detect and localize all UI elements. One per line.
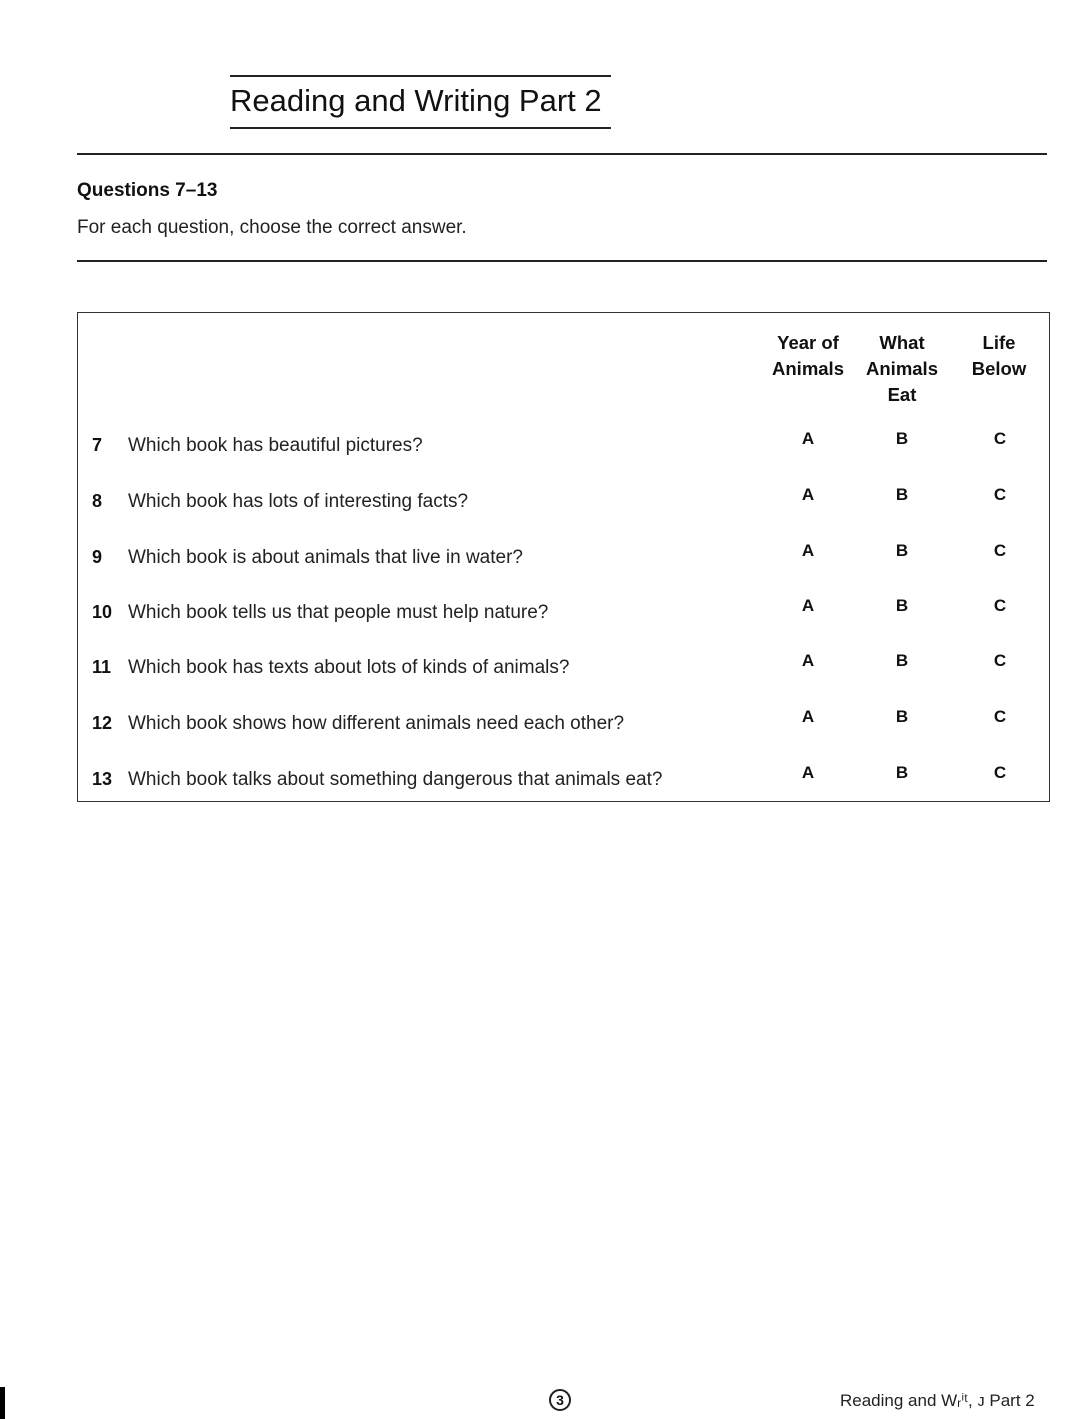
instruction-text: For each question, choose the correct answer.	[77, 217, 467, 238]
question-number: 8	[92, 491, 103, 511]
option-a[interactable]: A	[801, 707, 815, 726]
scan-edge-mark	[0, 1387, 5, 1419]
option-c[interactable]: C	[993, 541, 1007, 560]
option-a[interactable]: A	[801, 485, 815, 504]
page-title: Reading and Writing Part 2	[230, 83, 602, 118]
question-number: 13	[92, 769, 113, 789]
column-header-life-below	[944, 330, 1054, 382]
question-number: 11	[92, 657, 112, 677]
option-a[interactable]: A	[801, 651, 815, 670]
question-row	[78, 429, 1049, 463]
option-b[interactable]: B	[895, 651, 909, 670]
question-text: Which book has beautiful pictures?	[128, 435, 423, 456]
question-row	[78, 707, 1049, 741]
question-number: 7	[92, 435, 103, 455]
question-text: Which book tells us that people must help nature?	[128, 602, 549, 623]
option-b[interactable]: B	[895, 763, 909, 782]
title-box	[230, 75, 611, 129]
question-row	[78, 485, 1049, 519]
option-c[interactable]: C	[993, 429, 1007, 448]
question-row	[78, 596, 1049, 630]
column-header-line: Animals	[772, 358, 844, 379]
question-text: Which book has texts about lots of kinds of animals?	[128, 657, 570, 678]
column-header-line: Year of	[777, 332, 839, 353]
page-number-circle: 3	[549, 1389, 571, 1411]
question-number: 12	[92, 713, 113, 733]
question-row	[78, 763, 1049, 797]
question-text: Which book shows how different animals need each other?	[128, 713, 625, 734]
option-c[interactable]: C	[993, 651, 1007, 670]
option-b[interactable]: B	[895, 429, 909, 448]
column-header-line: Animals	[866, 358, 938, 379]
divider-bottom	[77, 260, 1047, 262]
question-text: Which book talks about something dangerous that animals eat?	[128, 769, 663, 790]
option-b[interactable]: B	[895, 596, 909, 615]
option-b[interactable]: B	[895, 485, 909, 504]
questions-heading: Questions 7–13	[77, 180, 218, 201]
option-b[interactable]: B	[895, 707, 909, 726]
column-header-line: Below	[971, 358, 1027, 379]
question-row	[78, 651, 1049, 685]
question-number: 10	[92, 602, 113, 622]
option-c[interactable]: C	[993, 596, 1007, 615]
column-header-line: What	[879, 332, 925, 353]
option-c[interactable]: C	[993, 485, 1007, 504]
option-a[interactable]: A	[801, 763, 815, 782]
question-table	[77, 312, 1050, 802]
option-a[interactable]: A	[801, 429, 815, 448]
option-c[interactable]: C	[993, 763, 1007, 782]
column-header-what-animals-eat	[847, 330, 957, 408]
question-text: Which book is about animals that live in water?	[128, 547, 523, 568]
option-a[interactable]: A	[801, 541, 815, 560]
question-text: Which book has lots of interesting facts?	[128, 491, 469, 512]
column-header-line: Eat	[887, 384, 917, 405]
footer-section-label: Reading and Wᵣⁱᵗ, ᴊ Part 2	[840, 1391, 1035, 1410]
question-row	[78, 541, 1049, 575]
option-b[interactable]: B	[895, 541, 909, 560]
option-c[interactable]: C	[993, 707, 1007, 726]
option-a[interactable]: A	[801, 596, 815, 615]
question-number: 9	[92, 547, 103, 567]
divider-top	[77, 153, 1047, 155]
column-header-line: Life	[982, 332, 1016, 353]
